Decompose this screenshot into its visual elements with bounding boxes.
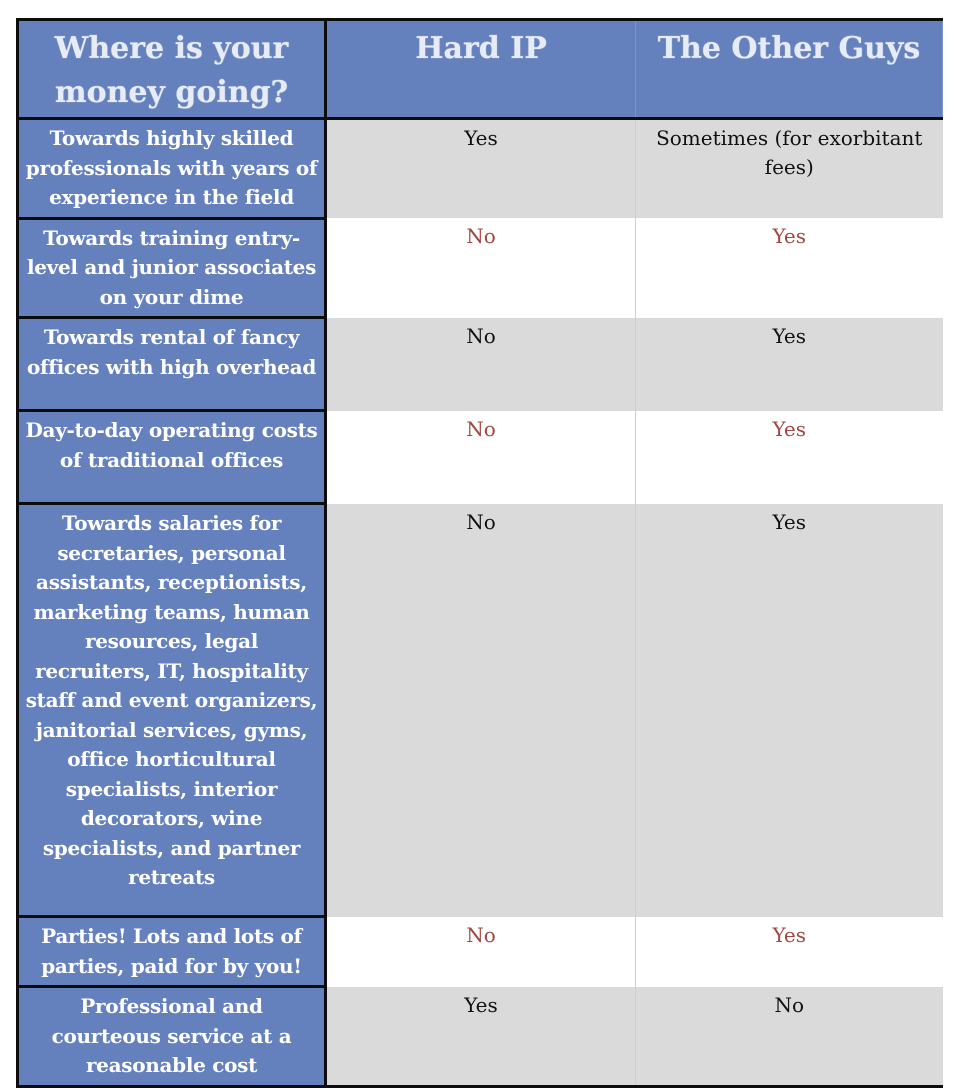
hard-ip-value: Yes <box>326 987 636 1087</box>
row-label: Towards rental of fancy offices with high overhead <box>18 318 326 411</box>
row-label: Professional and courteous service at a reasonable cost <box>18 987 326 1087</box>
hard-ip-value: No <box>326 318 636 411</box>
other-guys-value: Sometimes (for exorbitant fees) <box>636 119 943 219</box>
other-guys-value: Yes <box>636 411 943 504</box>
row-label: Towards highly skilled professionals with years of experience in the field <box>18 119 326 219</box>
table-row <box>18 504 943 917</box>
hard-ip-value: No <box>326 504 636 917</box>
other-guys-value: Yes <box>636 218 943 318</box>
table-row <box>18 218 943 318</box>
row-label: Towards salaries for secretaries, personal assistants, receptionists, marketing teams, human resources, legal recruiters, IT, hospitality staff and event organizers, janitorial services, gyms, office horticultural specialists, interior decorators, wine specialists, and partner retreats <box>18 504 326 917</box>
other-guys-value: Yes <box>636 917 943 987</box>
table-row <box>18 987 943 1087</box>
other-guys-value: No <box>636 987 943 1087</box>
hard-ip-value: Yes <box>326 119 636 219</box>
table-row <box>18 917 943 987</box>
header-other-guys: The Other Guys <box>636 20 943 119</box>
header-hard-ip: Hard IP <box>326 20 636 119</box>
header-question: Where is your money going? <box>18 20 326 119</box>
hard-ip-value: No <box>326 411 636 504</box>
hard-ip-value: No <box>326 917 636 987</box>
table-row <box>18 119 943 219</box>
comparison-table-container <box>16 18 941 1088</box>
header-row <box>18 20 943 119</box>
table-row <box>18 318 943 411</box>
row-label: Day-to-day operating costs of traditional offices <box>18 411 326 504</box>
comparison-table <box>16 18 943 1088</box>
table-row <box>18 411 943 504</box>
other-guys-value: Yes <box>636 318 943 411</box>
row-label: Parties! Lots and lots of parties, paid for by you! <box>18 917 326 987</box>
hard-ip-value: No <box>326 218 636 318</box>
row-label: Towards training entry-level and junior associates on your dime <box>18 218 326 318</box>
other-guys-value: Yes <box>636 504 943 917</box>
